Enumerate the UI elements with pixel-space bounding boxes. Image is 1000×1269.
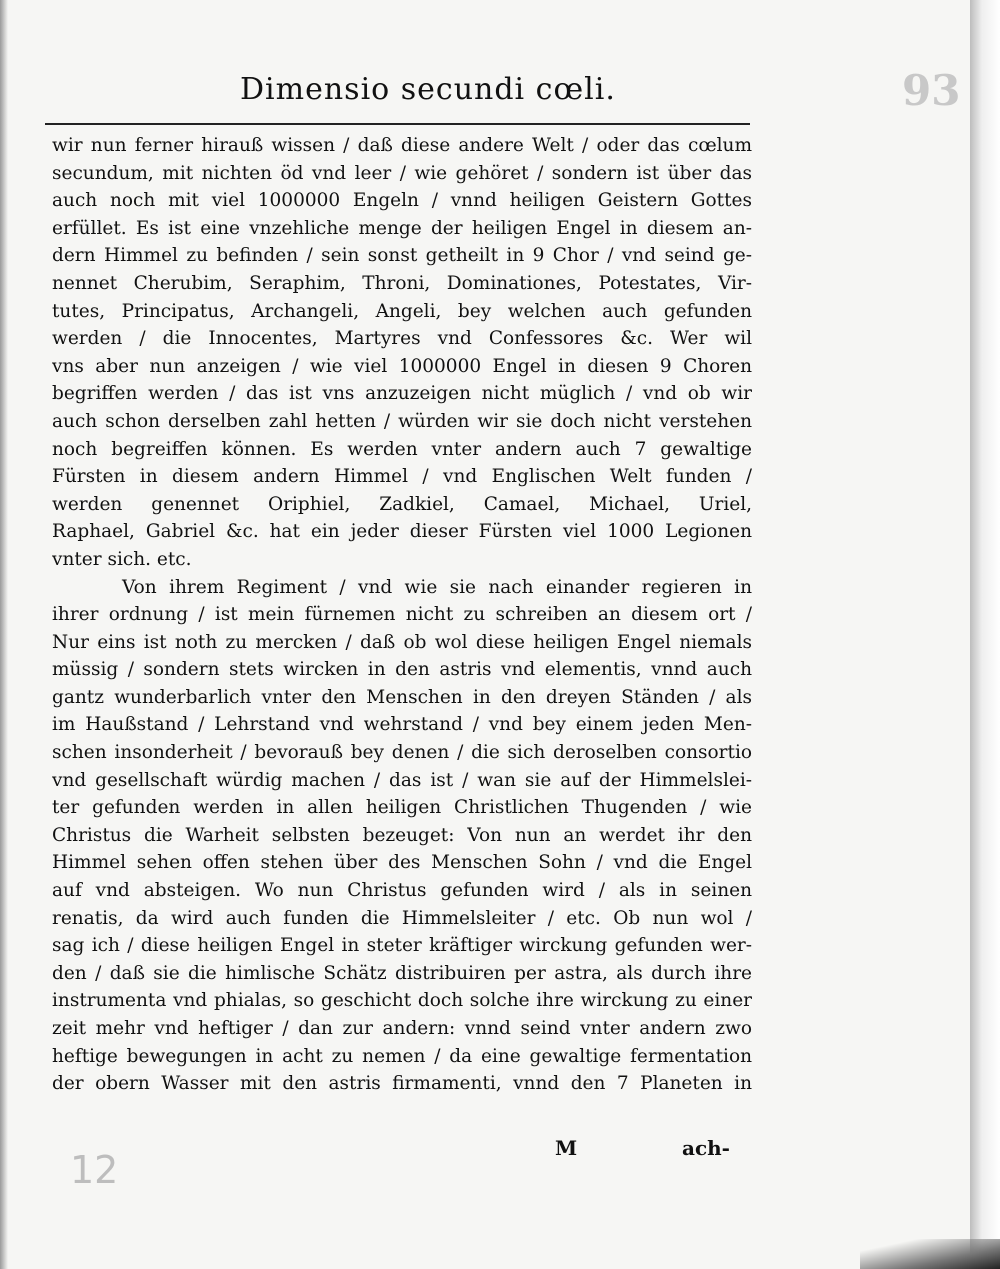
folio-number: 93 — [902, 66, 961, 115]
page-left-edge — [0, 0, 8, 1269]
signature-mark: M — [555, 1136, 578, 1160]
text-line: ter gefunden werden in allen heiligen Christlichen Thugenden / wie — [52, 797, 752, 819]
text-line: Von ihrem Regiment / vnd wie sie nach einander regieren in — [122, 576, 752, 598]
text-line: müssig / sondern stets wircken in den astris vnd elementis, vnnd auch — [52, 659, 752, 681]
text-line: sag ich / diese heiligen Engel in steter kräftiger wirckung gefunden wer- — [52, 935, 752, 957]
pencil-annotation: 12 — [70, 1148, 119, 1192]
running-title: Dimensio secundi cœli. — [240, 72, 616, 107]
text-line: Raphael, Gabriel &c. hat ein jeder dieser Fürsten viel 1000 Legionen — [52, 521, 752, 543]
text-line: instrumenta vnd phialas, so geschicht doch solche ihre wirckung zu einer — [52, 990, 752, 1012]
page-corner-shadow — [860, 1239, 1000, 1269]
text-line: werden / die Innocentes, Martyres vnd Confessores &c. Wer wil — [52, 328, 752, 350]
text-line: gantz wunderbarlich vnter den Menschen in den dreyen Ständen / als — [52, 686, 752, 708]
text-line: der obern Wasser mit den astris firmamenti, vnnd den 7 Planeten in — [52, 1073, 752, 1095]
text-line: auch noch mit viel 1000000 Engeln / vnnd heiligen Geistern Gottes — [52, 190, 752, 212]
text-line: ihrer ordnung / ist mein fürnemen nicht zu schreiben an diesem ort / — [52, 604, 752, 626]
text-line: secundum, mit nichten öd vnd leer / wie gehöret / sondern ist über das — [52, 162, 752, 184]
text-line: renatis, da wird auch funden die Himmelsleiter / etc. Ob nun wol / — [52, 907, 752, 929]
text-line: schen insonderheit / bevorauß bey denen / die sich deroselben consortio — [52, 742, 752, 764]
text-line: vnter sich. etc. — [52, 548, 192, 570]
text-line: wir nun ferner hirauß wissen / daß diese andere Welt / oder das cœlum — [52, 135, 752, 156]
text-line: werden genennet Oriphiel, Zadkiel, Camael, Michael, Uriel, — [52, 493, 752, 515]
text-line: im Haußstand / Lehrstand vnd wehrstand / vnd bey einem jeden Men- — [52, 714, 752, 736]
catchword: ach- — [682, 1136, 730, 1160]
text-line: nennet Cherubim, Seraphim, Throni, Dominationes, Potestates, Vir- — [52, 272, 752, 294]
body-text — [52, 132, 752, 1098]
text-line: vns aber nun anzeigen / wie viel 1000000 Engel in diesen 9 Choren — [52, 355, 752, 377]
text-line: noch begreiffen können. Es werden vnter andern auch 7 gewaltige — [52, 438, 752, 460]
text-line: auch schon derselben zahl hetten / würden wir sie doch nicht verstehen — [52, 410, 752, 432]
text-line: Fürsten in diesem andern Himmel / vnd Englischen Welt funden / — [52, 466, 752, 488]
text-line: dern Himmel zu befinden / sein sonst getheilt in 9 Chor / vnd seind ge- — [52, 245, 752, 267]
text-line: Himmel sehen offen stehen über des Menschen Sohn / vnd die Engel — [52, 852, 752, 874]
text-line: erfüllet. Es ist eine vnzehliche menge der heiligen Engel in diesem an- — [52, 217, 752, 239]
text-line: auf vnd absteigen. Wo nun Christus gefunden wird / als in seinen — [52, 880, 752, 902]
text-line: begriffen werden / das ist vns anzuzeigen nicht müglich / vnd ob wir — [52, 383, 752, 405]
text-line: Nur eins ist noth zu mercken / daß ob wol diese heiligen Engel niemals — [52, 631, 752, 653]
text-line: heftige bewegungen in acht zu nemen / da eine gewaltige fermentation — [52, 1045, 752, 1067]
text-line: zeit mehr vnd heftiger / dan zur andern: vnnd seind vnter andern zwo — [52, 1018, 752, 1039]
text-line: den / daß sie die himlische Schätz distribuiren per astra, als durch ihre — [52, 962, 752, 984]
text-line: vnd gesellschaft würdig machen / das ist / wan sie auf der Himmelslei- — [52, 769, 752, 791]
text-line: tutes, Principatus, Archangeli, Angeli, bey welchen auch gefunden — [52, 300, 752, 322]
page-right-margin — [970, 0, 1000, 1269]
text-line: Christus die Warheit selbsten bezeuget: Von nun an werdet ihr den — [52, 824, 752, 846]
header-rule — [45, 123, 750, 125]
